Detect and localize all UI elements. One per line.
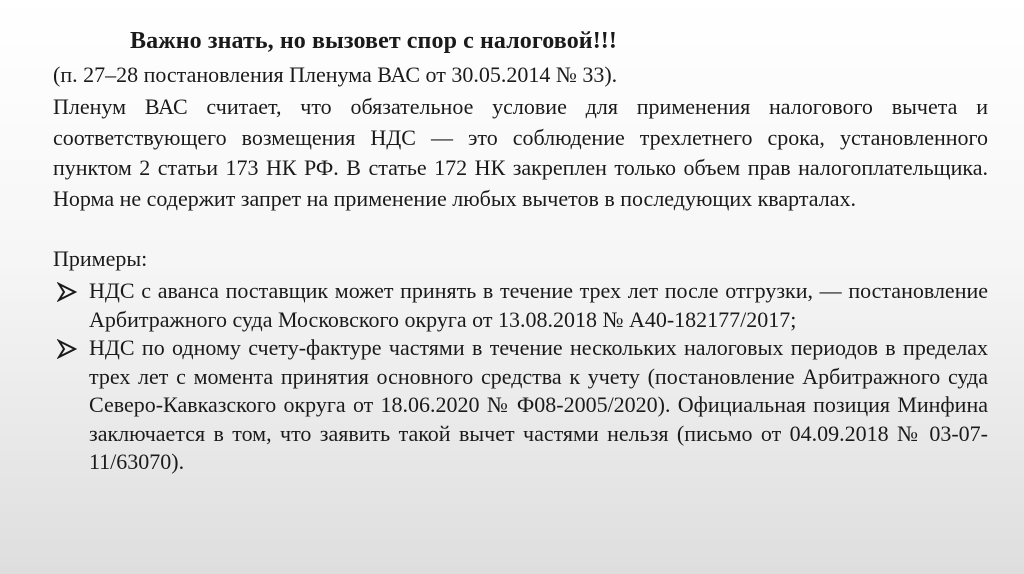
arrowhead-bullet-icon [57, 282, 77, 302]
list-item-text: НДС с аванса поставщик может принять в течение трех лет после отгрузки, — постановление Арбитражного суда Московского округа от 13.08.2018 № А40-182177/2017; [89, 278, 988, 332]
arrowhead-bullet-icon [57, 339, 77, 359]
list-item [53, 277, 988, 334]
examples-list [53, 277, 988, 477]
slide-subtitle: (п. 27–28 постановления Пленума ВАС от 30.05.2014 № 33). [53, 62, 618, 87]
list-item-text: НДС по одному счету-фактуре частями в течение нескольких налоговых периодов в пределах трех лет с момента принятия основного средства к учету (постановление Арбитражного суда Северо-Кавказского округа от 18.06.2020 № Ф08-2005/2020). Официальная позиция Минфина заключается в том, что заявить такой вычет частями нельзя (письмо от 04.09.2018 № 03-07-11/63070). [89, 335, 988, 474]
main-paragraph: Пленум ВАС считает, что обязательное условие для применения налогового вычета и соответствующего возмещения НДС — это соблюдение трехлетнего срока, установленного пунктом 2 статьи 173 НК РФ. В статье 172 НК закреплен только объем прав налогоплательщика. Норма не содержит запрет на применение любых вычетов в последующих кварталах. [53, 94, 988, 211]
examples-label: Примеры: [53, 246, 148, 271]
list-item [53, 334, 988, 477]
slide-title: Важно знать, но вызовет спор с налоговой!!! [130, 28, 617, 54]
